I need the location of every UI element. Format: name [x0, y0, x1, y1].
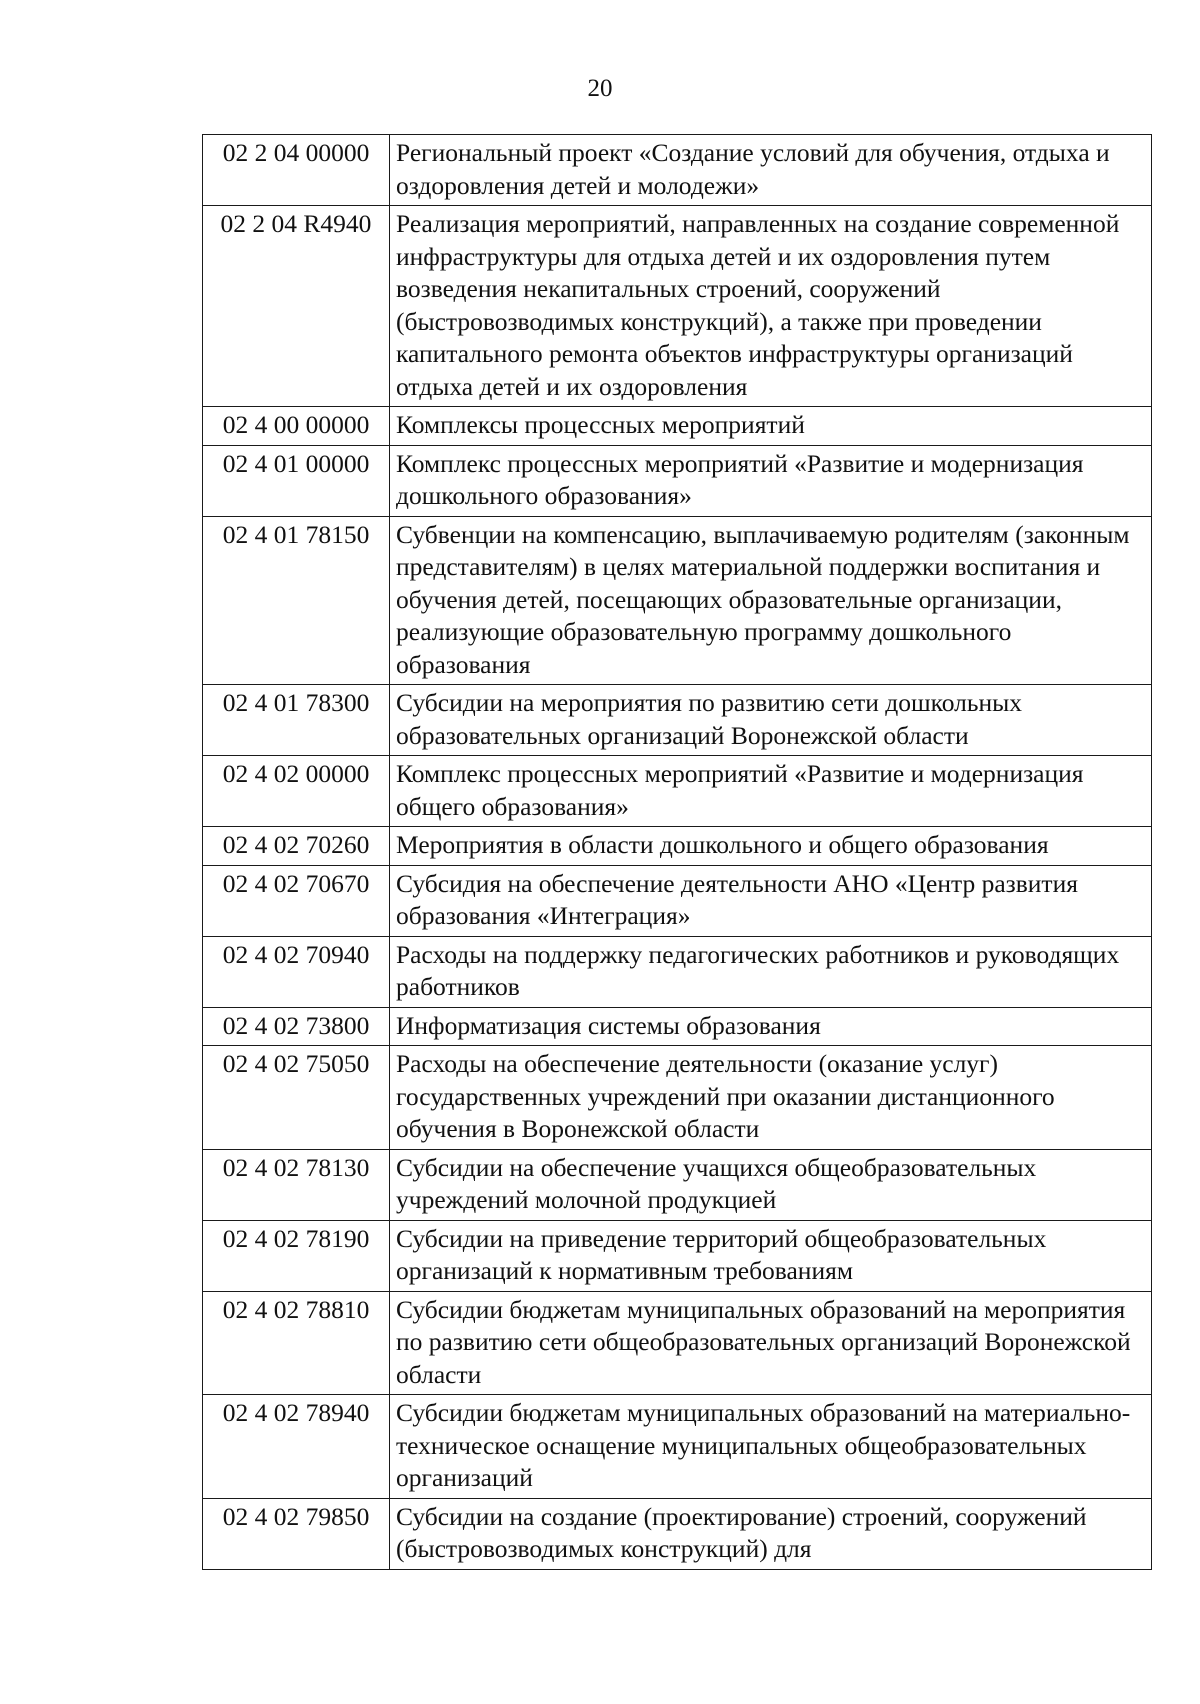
budget-codes-table-body: [203, 135, 1152, 1570]
table-row: [203, 1046, 1152, 1150]
code-description: Комплекс процессных мероприятий «Развитие и модернизация дошкольного образования»: [390, 445, 1152, 516]
table-row: [203, 206, 1152, 407]
classification-code: 02 4 02 00000: [203, 756, 390, 827]
code-description: Субсидии на мероприятия по развитию сети дошкольных образовательных организаций Воронежской области: [390, 685, 1152, 756]
code-description: Субсидии бюджетам муниципальных образований на мероприятия по развитию сети общеобразовательных организаций Воронежской области: [390, 1291, 1152, 1395]
code-description: Мероприятия в области дошкольного и общего образования: [390, 827, 1152, 866]
code-description: Реализация мероприятий, направленных на создание современной инфраструктуры для отдыха детей и их оздоровления путем возведения некапитальных строений, сооружений (быстровозводимых конструкций), а также при проведении капитального ремонта объектов инфраструктуры организаций отдыха детей и их оздоровления: [390, 206, 1152, 407]
code-description: Субсидии на приведение территорий общеобразовательных организаций к нормативным требованиям: [390, 1220, 1152, 1291]
classification-code: 02 4 02 70670: [203, 865, 390, 936]
table-row: [203, 516, 1152, 685]
code-description: Субсидии бюджетам муниципальных образований на материально-техническое оснащение муниципальных общеобразовательных организаций: [390, 1395, 1152, 1499]
table-row: [203, 135, 1152, 206]
classification-code: 02 4 02 70940: [203, 936, 390, 1007]
code-description: Субвенции на компенсацию, выплачиваемую родителям (законным представителям) в целях материальной поддержки воспитания и обучения детей, посещающих образовательные организации, реализующие образовательную программу дошкольного образования: [390, 516, 1152, 685]
classification-code: 02 4 00 00000: [203, 407, 390, 446]
table-row: [203, 865, 1152, 936]
classification-code: 02 4 02 75050: [203, 1046, 390, 1150]
classification-code: 02 4 01 00000: [203, 445, 390, 516]
code-description: Информатизация системы образования: [390, 1007, 1152, 1046]
code-description: Субсидия на обеспечение деятельности АНО «Центр развития образования «Интеграция»: [390, 865, 1152, 936]
table-row: [203, 1007, 1152, 1046]
page-number: 20: [587, 75, 613, 102]
table-row: [203, 756, 1152, 827]
table-row: [203, 1291, 1152, 1395]
code-description: Расходы на обеспечение деятельности (оказание услуг) государственных учреждений при оказании дистанционного обучения в Воронежской области: [390, 1046, 1152, 1150]
classification-code: 02 4 01 78150: [203, 516, 390, 685]
code-description: Региональный проект «Создание условий для обучения, отдыха и оздоровления детей и молодежи»: [390, 135, 1152, 206]
table-row: [203, 936, 1152, 1007]
classification-code: 02 2 04 00000: [203, 135, 390, 206]
table-row: [203, 1395, 1152, 1499]
table-row: [203, 1149, 1152, 1220]
table-row: [203, 1220, 1152, 1291]
classification-code: 02 4 02 79850: [203, 1498, 390, 1569]
code-description: Субсидии на обеспечение учащихся общеобразовательных учреждений молочной продукцией: [390, 1149, 1152, 1220]
classification-code: 02 4 02 70260: [203, 827, 390, 866]
budget-codes-table: [202, 134, 1152, 1570]
classification-code: 02 4 02 78130: [203, 1149, 390, 1220]
table-row: [203, 1498, 1152, 1569]
classification-code: 02 4 02 73800: [203, 1007, 390, 1046]
table-row: [203, 827, 1152, 866]
code-description: Субсидии на создание (проектирование) строений, сооружений (быстровозводимых конструкций) для: [390, 1498, 1152, 1569]
table-row: [203, 685, 1152, 756]
classification-code: 02 4 02 78810: [203, 1291, 390, 1395]
classification-code: 02 4 02 78190: [203, 1220, 390, 1291]
classification-code: 02 2 04 R4940: [203, 206, 390, 407]
code-description: Комплекс процессных мероприятий «Развитие и модернизация общего образования»: [390, 756, 1152, 827]
code-description: Расходы на поддержку педагогических работников и руководящих работников: [390, 936, 1152, 1007]
classification-code: 02 4 02 78940: [203, 1395, 390, 1499]
code-description: Комплексы процессных мероприятий: [390, 407, 1152, 446]
table-row: [203, 407, 1152, 446]
classification-code: 02 4 01 78300: [203, 685, 390, 756]
table-row: [203, 445, 1152, 516]
